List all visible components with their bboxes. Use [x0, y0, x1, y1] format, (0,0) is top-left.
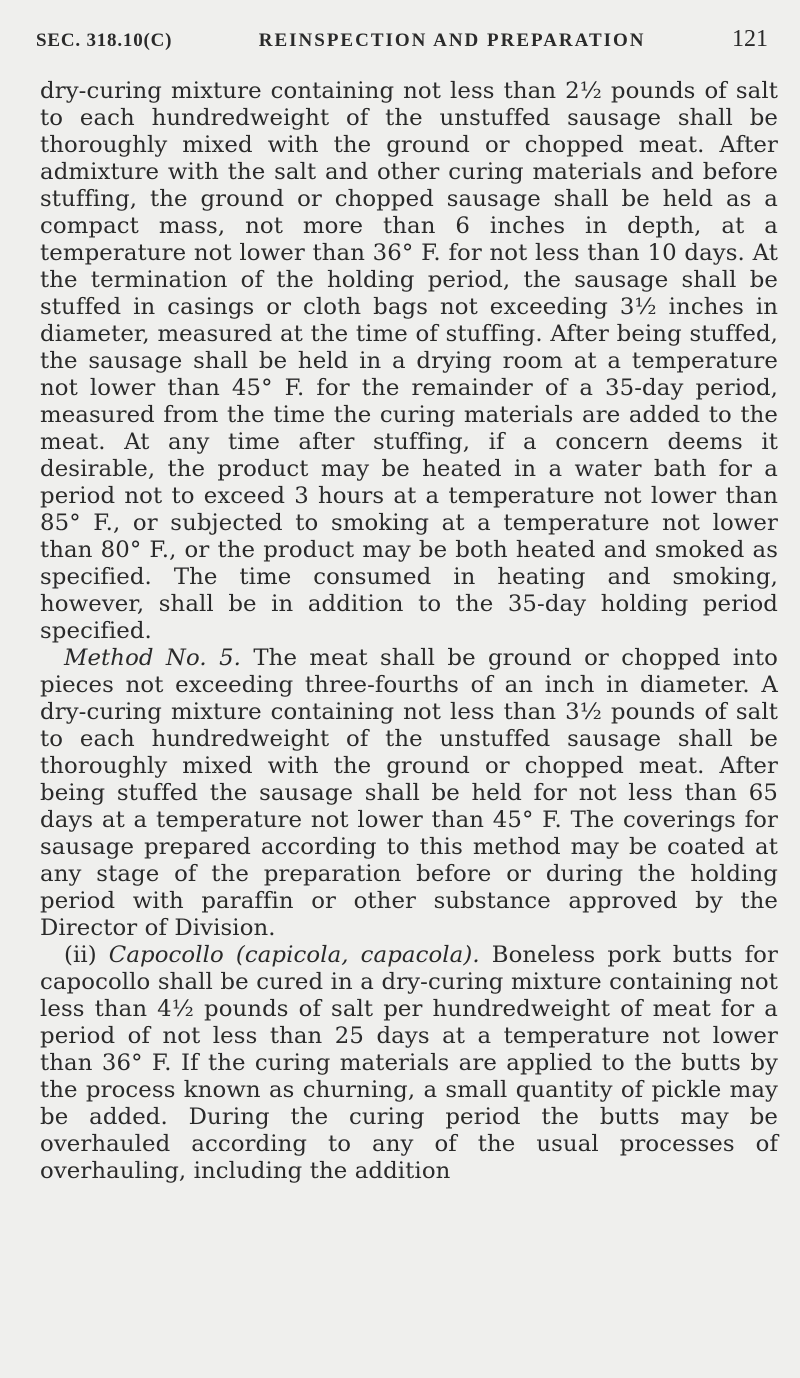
section-label: SEC. 318.10(C) — [36, 30, 173, 51]
paragraph-method-5 — [40, 645, 778, 942]
running-title: REINSPECTION AND PREPARATION — [258, 30, 646, 51]
method-5-text: The meat shall be ground or chopped into pieces not exceeding three-fourths of an inch in diameter. A dry-curing mixture containing not less than 3½ pounds of salt to each hundredweight of the unstuffed sausage shall be thoroughly mixed with the ground or chopped meat. After being stuffed the sausage shall be held for not less than 65 days at a temperature not lower than 45° F. The coverings for sausage prepared according to this method may be coated at any stage of the preparation before or during the holding period with paraffin or other substance approved by the Director of Division. — [40, 645, 778, 941]
page-number: 121 — [731, 26, 768, 52]
method-5-heading: Method No. 5. — [64, 645, 242, 671]
capocollo-heading: Capocollo (capicola, capacola). — [108, 942, 480, 968]
capocollo-label: (ii) — [64, 942, 97, 968]
page-header — [36, 26, 768, 53]
body-text — [40, 78, 778, 1185]
paragraph-1: dry-curing mixture containing not less than 2½ pounds of salt to each hundredweight of the unstuffed sausage shall be thoroughly mixed with the ground or chopped meat. After admixture with the salt and other curing materials and before stuffing, the ground or chopped sausage shall be held as a compact mass, not more than 6 inches in depth, at a temperature not lower than 36° F. for not less than 10 days. At the termination of the holding period, the sausage shall be stuffed in casings or cloth bags not exceeding 3½ inches in diameter, measured at the time of stuffing. After being stuffed, the sausage shall be held in a drying room at a temperature not lower than 45° F. for the remainder of a 35-day period, measured from the time the curing materials are added to the meat. At any time after stuffing, if a concern deems it desirable, the product may be heated in a water bath for a period not to exceed 3 hours at a temperature not lower than 85° F., or subjected to smoking at a temperature not lower than 80° F., or the product may be both heated and smoked as specified. The time consumed in heating and smoking, however, shall be in addition to the 35-day holding period specified. — [40, 78, 778, 644]
capocollo-text: Boneless pork butts for capocollo shall be cured in a dry-curing mixture containing not less than 4½ pounds of salt per hundredweight of meat for a period of not less than 25 days at a temperature not lower than 36° F. If the curing materials are applied to the butts by the process known as churning, a small quantity of pickle may be added. During the curing period the butts may be overhauled according to any of the usual processes of overhauling, including the addition — [40, 942, 778, 1184]
paragraph-capocollo — [40, 942, 778, 1185]
